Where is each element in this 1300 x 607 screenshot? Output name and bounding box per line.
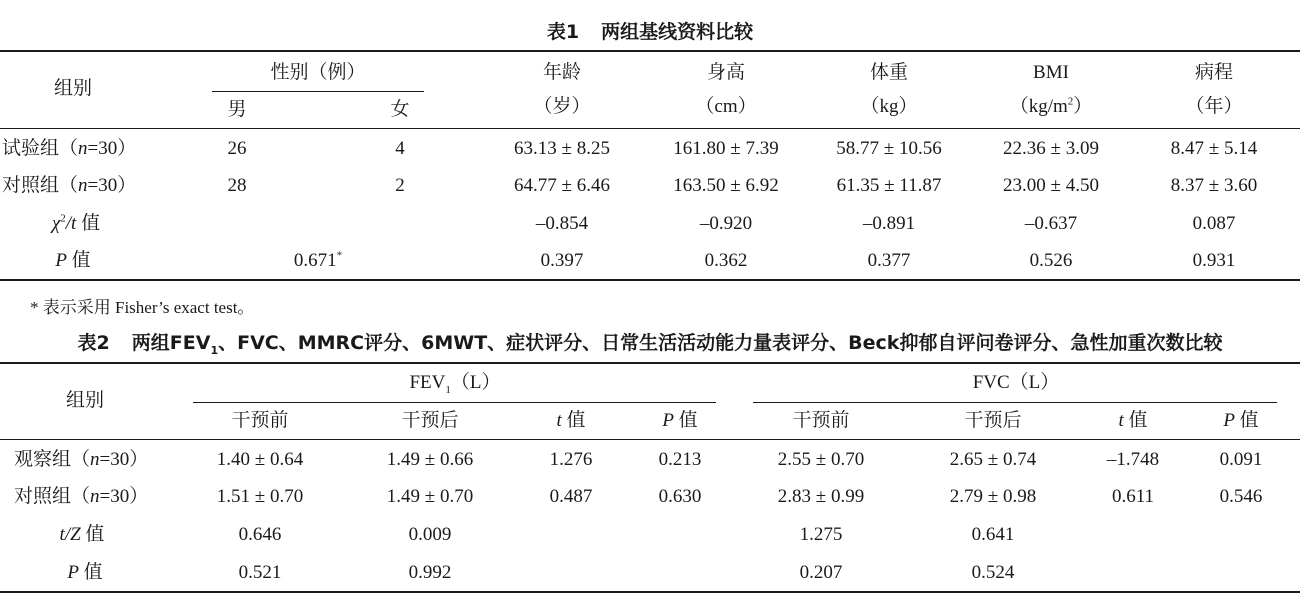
t1-header-male: 男 [227, 99, 247, 120]
t2-tz-fev-pre: 0.646 [238, 524, 282, 545]
t1-sex-subrule [212, 91, 424, 92]
t1-header-age-unit: （岁） [533, 96, 591, 117]
t2-row1-fev-post: 1.49 ± 0.66 [386, 449, 474, 470]
t2-header-fvc: FVC（L） [972, 372, 1060, 393]
t2-header-fev-post: 干预后 [401, 410, 459, 431]
t2-header-group: 组别 [65, 390, 105, 411]
t2-p-fvc-post: 0.524 [971, 562, 1015, 583]
t1-header-weight-unit: （kg） [860, 96, 918, 117]
t1-header-height: 身高 [706, 62, 746, 83]
t2-header-fev-t: t 值 [556, 410, 586, 431]
table1-caption [0, 19, 1300, 45]
t1-p-height: 0.362 [704, 250, 748, 271]
t1-p-sex: 0.671* [293, 249, 343, 271]
table1-top-rule [0, 50, 1300, 52]
table2-bottom-rule [0, 591, 1300, 593]
t1-row1-course: 8.47 ± 5.14 [1170, 138, 1258, 159]
t1-p-label: P 值 [55, 250, 91, 271]
t1-row2-height: 163.50 ± 6.92 [673, 175, 779, 196]
t2-tz-fvc-post: 0.641 [971, 524, 1015, 545]
t1-row2-weight: 61.35 ± 11.87 [836, 175, 942, 196]
t1-stat-course: 0.087 [1192, 213, 1236, 234]
t2-fvc-subrule [753, 402, 1277, 403]
t2-row2-fev-pre: 1.51 ± 0.70 [216, 486, 304, 507]
t2-row1-fev-p: 0.213 [658, 449, 702, 470]
t1-row2-group: 对照组（n=30） [2, 175, 137, 196]
t1-row2-male: 28 [227, 175, 247, 196]
table1-header-rule [0, 128, 1300, 129]
t2-header-fvc-post: 干预后 [964, 410, 1022, 431]
t1-header-bmi-unit: $(kg/m^2)$ [1009, 95, 1093, 117]
t2-row2-fvc-t: 0.611 [1111, 486, 1155, 507]
t2-tz-label: t/Z 值 [59, 524, 105, 545]
t1-header-course: 病程 [1194, 62, 1234, 83]
t1-p-course: 0.931 [1192, 250, 1236, 271]
t1-stat-label: $\chi^2/t$ 值 [51, 212, 101, 234]
t1-header-course-unit: （年） [1185, 96, 1243, 117]
t2-tz-fev-post: 0.009 [408, 524, 452, 545]
t1-stat-age: –0.854 [535, 213, 589, 234]
t2-header-fev-p: P 值 [662, 410, 698, 431]
table2-header-rule [0, 439, 1300, 440]
t2-row2-fev-t: 0.487 [549, 486, 593, 507]
t2-row1-fvc-post: 2.65 ± 0.74 [949, 449, 1037, 470]
t2-row2-fev-post: 1.49 ± 0.70 [386, 486, 474, 507]
t1-header-female: 女 [390, 99, 410, 120]
t1-row2-bmi: 23.00 ± 4.50 [1003, 175, 1099, 196]
t1-stat-bmi: –0.637 [1024, 213, 1078, 234]
t1-row2-age: 64.77 ± 6.46 [514, 175, 610, 196]
t2-row1-fvc-p: 0.091 [1219, 449, 1263, 470]
table1-caption-number: 表1 [546, 21, 580, 43]
t2-header-fev-pre: 干预前 [231, 410, 289, 431]
table2-caption: 表2 两组$FEV_1$、FVC、MMRC评分、6MWT、症状评分、日常生活活动能力量表评分、Beck抑郁自评问卷评分、急性加重次数比较 [77, 332, 1223, 357]
t1-stat-weight: –0.891 [862, 213, 916, 234]
t1-header-age: 年龄 [542, 62, 582, 83]
t1-p-bmi: 0.526 [1029, 250, 1073, 271]
t2-header-fev: $FEV_1(L)$ [409, 372, 501, 396]
table1-caption-text: 两组基线资料比较 [601, 21, 754, 43]
t1-row1-group: 试验组（n=30） [2, 138, 137, 159]
t1-row1-age: 63.13 ± 8.25 [514, 138, 610, 159]
table1-bottom-rule [0, 279, 1300, 281]
t1-p-age: 0.397 [540, 250, 584, 271]
t2-row2-fvc-pre: 2.83 ± 0.99 [777, 486, 865, 507]
t1-row2-course: 8.37 ± 3.60 [1170, 175, 1258, 196]
t2-row1-fev-pre: 1.40 ± 0.64 [216, 449, 304, 470]
t2-tz-fvc-pre: 1.275 [799, 524, 843, 545]
t2-row1-fev-t: 1.276 [549, 449, 593, 470]
t2-row1-fvc-pre: 2.55 ± 0.70 [777, 449, 865, 470]
t1-header-weight: 体重 [869, 62, 909, 83]
t2-p-fvc-pre: 0.207 [799, 562, 843, 583]
t2-p-fev-post: 0.992 [408, 562, 452, 583]
t1-header-sex: 性别（例） [270, 62, 366, 83]
table2-top-rule [0, 362, 1300, 364]
table2-caption-number: 表2 [77, 332, 110, 354]
t1-row1-height: 161.80 ± 7.39 [673, 138, 779, 159]
table1-footnote: * 表示采用 Fisher’s exact test。 [30, 298, 255, 317]
t2-header-fvc-p: P 值 [1223, 410, 1259, 431]
t1-p-weight: 0.377 [867, 250, 911, 271]
t1-row1-bmi: 22.36 ± 3.09 [1003, 138, 1099, 159]
t1-header-bmi: BMI [1033, 62, 1069, 83]
t2-p-label: P 值 [67, 562, 103, 583]
t2-header-fvc-pre: 干预前 [792, 410, 850, 431]
t1-row1-male: 26 [227, 138, 247, 159]
t2-p-fev-pre: 0.521 [238, 562, 282, 583]
t1-row1-weight: 58.77 ± 10.56 [836, 138, 942, 159]
t2-row1-fvc-t: –1.748 [1106, 449, 1160, 470]
t1-row2-female: 2 [395, 175, 405, 196]
t2-header-fvc-t: t 值 [1118, 410, 1148, 431]
t2-row2-group: 对照组（n=30） [14, 486, 149, 507]
t2-row2-fev-p: 0.630 [658, 486, 702, 507]
t2-fev-subrule [193, 402, 716, 403]
t2-row2-fvc-post: 2.79 ± 0.98 [949, 486, 1037, 507]
t1-header-group: 组别 [53, 78, 93, 99]
t1-header-height-unit: （cm） [695, 96, 757, 117]
t2-row2-fvc-p: 0.546 [1219, 486, 1263, 507]
t2-row1-group: 观察组（n=30） [14, 449, 149, 470]
t1-stat-height: –0.920 [699, 213, 753, 234]
t1-row1-female: 4 [395, 138, 405, 159]
